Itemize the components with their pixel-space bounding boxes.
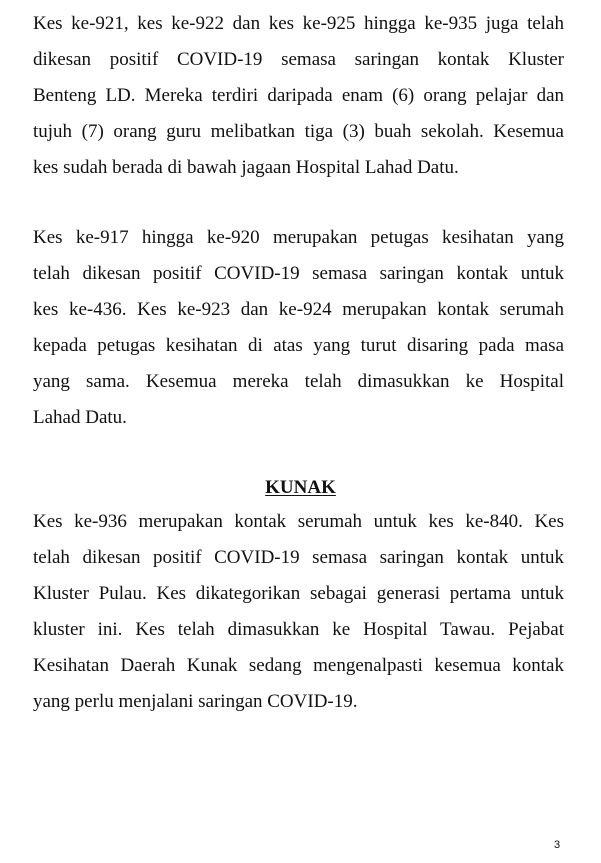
- paragraph-line: dikesan positif COVID-19 semasa saringan kontak Kluster: [33, 49, 564, 70]
- paragraph-line: Benteng LD. Mereka terdiri daripada enam (6) orang pelajar dan: [33, 85, 564, 106]
- paragraph-line: Lahad Datu.: [33, 407, 127, 428]
- paragraph-line: tujuh (7) orang guru melibatkan tiga (3) buah sekolah. Kesemua: [33, 121, 564, 142]
- paragraph-line: kepada petugas kesihatan di atas yang turut disaring pada masa: [33, 335, 564, 356]
- paragraph-line: kes ke-436. Kes ke-923 dan ke-924 merupakan kontak serumah: [33, 299, 564, 320]
- paragraph-line: Kluster Pulau. Kes dikategorikan sebagai generasi pertama untuk: [33, 583, 564, 604]
- paragraph-line: yang sama. Kesemua mereka telah dimasukkan ke Hospital: [33, 371, 564, 392]
- paragraph-line: yang perlu menjalani saringan COVID-19.: [33, 691, 358, 712]
- page-number: 3: [554, 839, 561, 851]
- paragraph-lahad-datu-cluster: [33, 6, 564, 186]
- paragraph-kunak: [33, 504, 564, 720]
- paragraph-line: Kes ke-921, kes ke-922 dan kes ke-925 hingga ke-935 juga telah: [33, 13, 564, 34]
- paragraph-line: kes sudah berada di bawah jagaan Hospital Lahad Datu.: [33, 157, 459, 178]
- section-heading-kunak: KUNAK: [265, 477, 336, 498]
- paragraph-line: Kes ke-936 merupakan kontak serumah untuk kes ke-840. Kes: [33, 511, 564, 532]
- paragraph-line: telah dikesan positif COVID-19 semasa saringan kontak untuk: [33, 547, 564, 568]
- paragraph-line: Kesihatan Daerah Kunak sedang mengenalpasti kesemua kontak: [33, 655, 564, 676]
- paragraph-line: kluster ini. Kes telah dimasukkan ke Hospital Tawau. Pejabat: [33, 619, 564, 640]
- paragraph-line: Kes ke-917 hingga ke-920 merupakan petugas kesihatan yang: [33, 227, 564, 248]
- paragraph-health-workers: [33, 220, 564, 436]
- paragraph-line: telah dikesan positif COVID-19 semasa saringan kontak untuk: [33, 263, 564, 284]
